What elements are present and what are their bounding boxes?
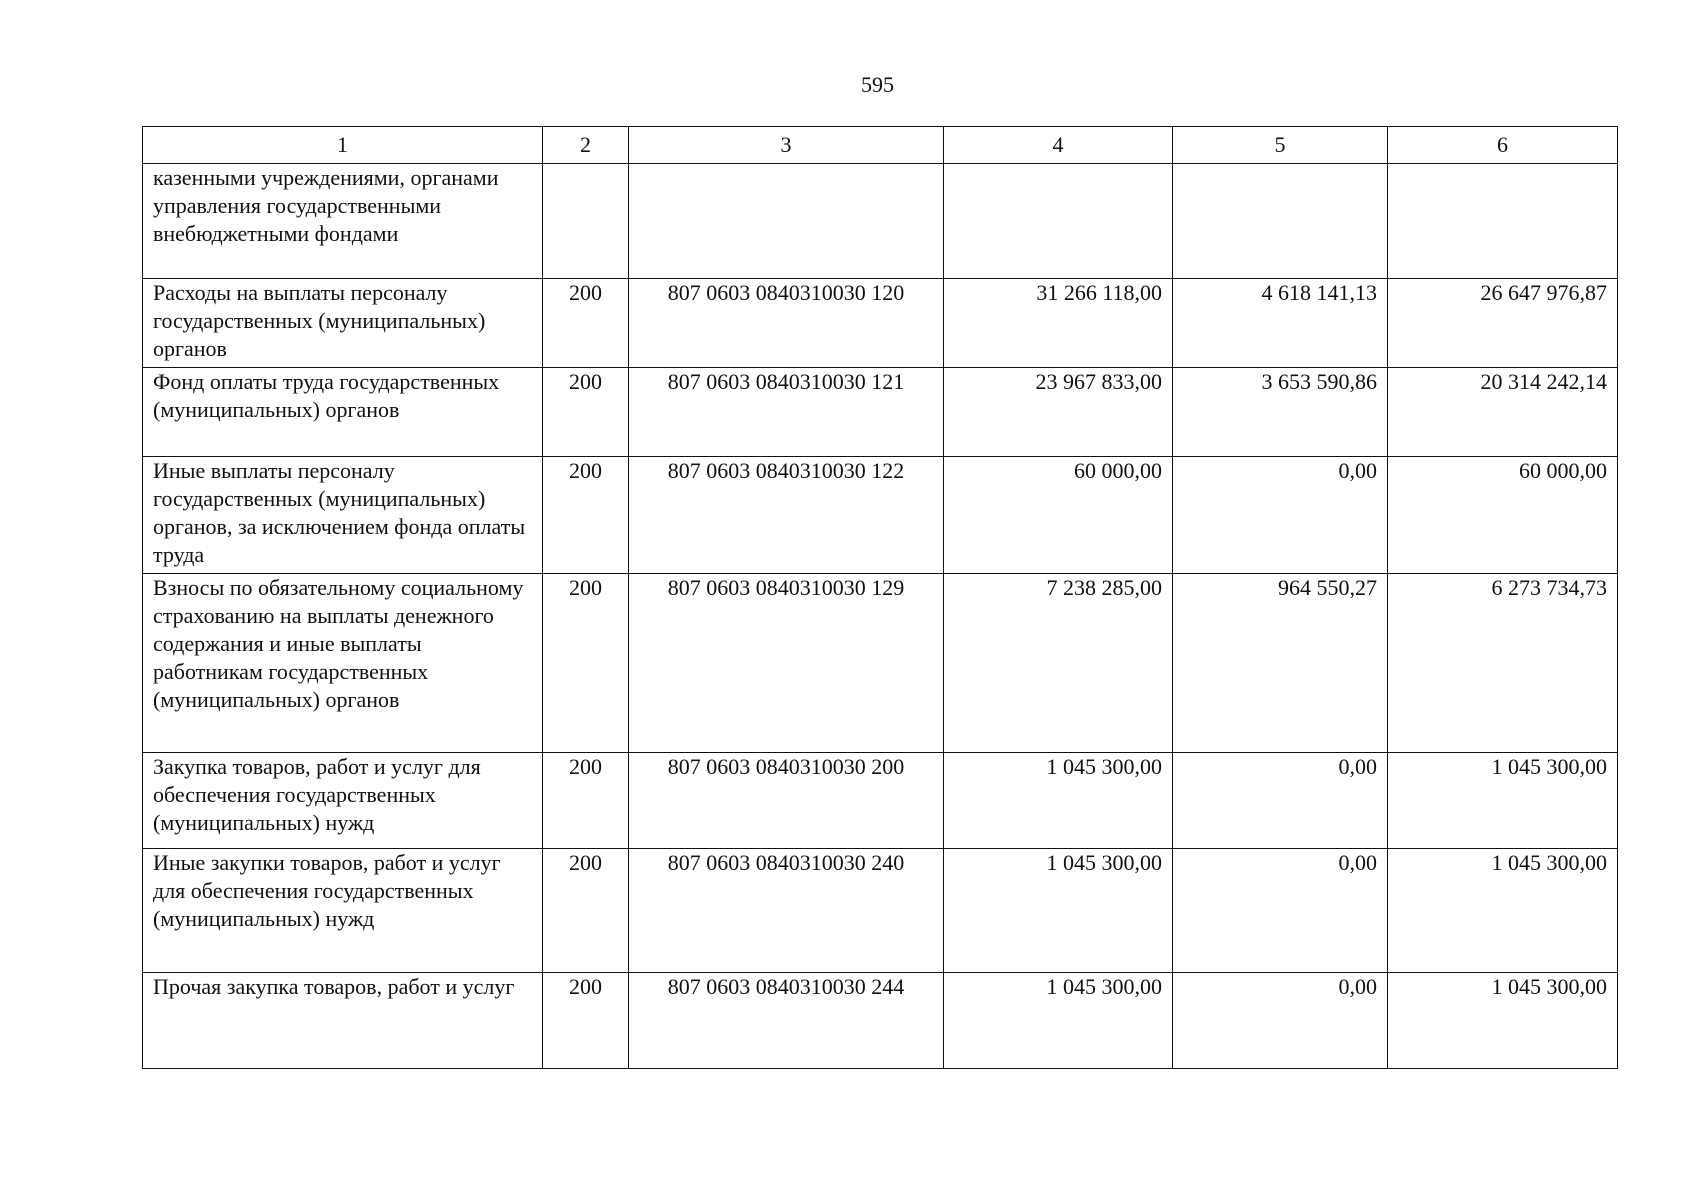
column-header-1: 1 — [143, 127, 543, 164]
row-kbk-cell: 807 0603 0840310030 200 — [629, 753, 944, 849]
row-remaining-cell: 60 000,00 — [1388, 457, 1618, 574]
table-row — [143, 574, 1618, 753]
row-remaining-cell: 26 647 976,87 — [1388, 279, 1618, 368]
row-name-cell: Иные выплаты персоналу государственных (муниципальных) органов, за исключением фонда оплаты труда — [143, 457, 543, 574]
row-code-cell: 200 — [543, 574, 629, 753]
row-approved-cell — [944, 164, 1173, 279]
table-row — [143, 368, 1618, 457]
row-name-cell: Прочая закупка товаров, работ и услуг — [143, 973, 543, 1069]
row-executed-cell: 964 550,27 — [1173, 574, 1388, 753]
row-executed-cell: 4 618 141,13 — [1173, 279, 1388, 368]
row-kbk-cell: 807 0603 0840310030 120 — [629, 279, 944, 368]
row-remaining-cell — [1388, 164, 1618, 279]
row-remaining-cell: 1 045 300,00 — [1388, 753, 1618, 849]
row-executed-cell: 0,00 — [1173, 753, 1388, 849]
row-executed-cell — [1173, 164, 1388, 279]
row-name-cell: Иные закупки товаров, работ и услуг для обеспечения государственных (муниципальных) нужд — [143, 849, 543, 973]
row-code-cell: 200 — [543, 973, 629, 1069]
column-header-3: 3 — [629, 127, 944, 164]
row-remaining-cell: 6 273 734,73 — [1388, 574, 1618, 753]
table-row — [143, 164, 1618, 279]
column-number-header-row — [143, 127, 1618, 164]
page-number: 595 — [861, 72, 894, 97]
row-kbk-cell: 807 0603 0840310030 121 — [629, 368, 944, 457]
column-header-4: 4 — [944, 127, 1173, 164]
row-approved-cell: 7 238 285,00 — [944, 574, 1173, 753]
row-name-cell: Взносы по обязательному социальному страхованию на выплаты денежного содержания и иные выплаты работникам государственных (муниципальных) органов — [143, 574, 543, 753]
row-approved-cell: 23 967 833,00 — [944, 368, 1173, 457]
row-name-cell: Закупка товаров, работ и услуг для обеспечения государственных (муниципальных) нужд — [143, 753, 543, 849]
table-row — [143, 973, 1618, 1069]
row-kbk-cell: 807 0603 0840310030 244 — [629, 973, 944, 1069]
table-row — [143, 279, 1618, 368]
table-row — [143, 849, 1618, 973]
row-approved-cell: 1 045 300,00 — [944, 753, 1173, 849]
row-approved-cell: 31 266 118,00 — [944, 279, 1173, 368]
row-remaining-cell: 20 314 242,14 — [1388, 368, 1618, 457]
column-header-5: 5 — [1173, 127, 1388, 164]
row-kbk-cell: 807 0603 0840310030 240 — [629, 849, 944, 973]
row-remaining-cell: 1 045 300,00 — [1388, 973, 1618, 1069]
row-kbk-cell: 807 0603 0840310030 122 — [629, 457, 944, 574]
row-approved-cell: 1 045 300,00 — [944, 849, 1173, 973]
row-name-cell: Фонд оплаты труда государственных (муниципальных) органов — [143, 368, 543, 457]
row-executed-cell: 3 653 590,86 — [1173, 368, 1388, 457]
row-name-cell: Расходы на выплаты персоналу государственных (муниципальных) органов — [143, 279, 543, 368]
row-code-cell: 200 — [543, 368, 629, 457]
column-header-6: 6 — [1388, 127, 1618, 164]
row-approved-cell: 60 000,00 — [944, 457, 1173, 574]
row-code-cell: 200 — [543, 849, 629, 973]
row-approved-cell: 1 045 300,00 — [944, 973, 1173, 1069]
row-name-cell: казенными учреждениями, органами управления государственными внебюджетными фондами — [143, 164, 543, 279]
row-kbk-cell — [629, 164, 944, 279]
budget-table — [142, 126, 1618, 1069]
row-executed-cell: 0,00 — [1173, 457, 1388, 574]
row-code-cell: 200 — [543, 753, 629, 849]
row-executed-cell: 0,00 — [1173, 849, 1388, 973]
row-code-cell: 200 — [543, 457, 629, 574]
row-code-cell — [543, 164, 629, 279]
table-row — [143, 753, 1618, 849]
row-code-cell: 200 — [543, 279, 629, 368]
column-header-2: 2 — [543, 127, 629, 164]
table-row — [143, 457, 1618, 574]
row-remaining-cell: 1 045 300,00 — [1388, 849, 1618, 973]
row-kbk-cell: 807 0603 0840310030 129 — [629, 574, 944, 753]
row-executed-cell: 0,00 — [1173, 973, 1388, 1069]
